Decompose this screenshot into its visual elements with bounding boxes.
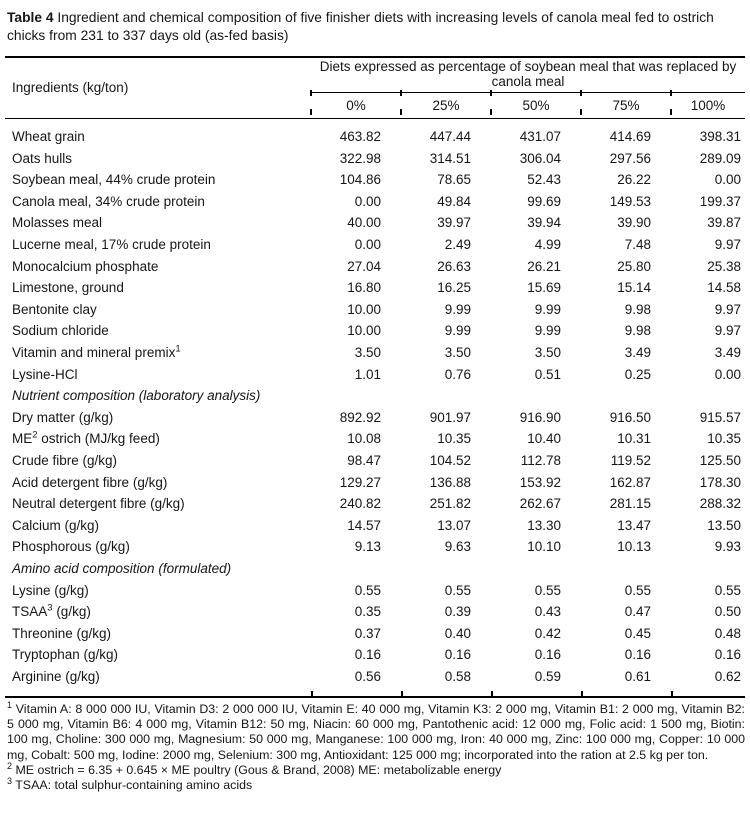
- column-header-25pct: 25%: [401, 98, 491, 113]
- value-cell: 14.58: [707, 280, 741, 296]
- value-cell: 10.31: [617, 431, 651, 447]
- value-cell: 3.49: [624, 345, 651, 361]
- value-cell: 49.84: [437, 193, 471, 209]
- value-cell: 0.45: [624, 625, 651, 641]
- value-cell: 0.47: [624, 604, 651, 620]
- table-row: [5, 126, 745, 148]
- row-label: Arginine (g/kg): [12, 668, 100, 684]
- section-header-row: [5, 558, 745, 580]
- value-cell: 306.04: [519, 150, 561, 166]
- value-cell: 916.50: [609, 409, 651, 425]
- value-cell: 0.16: [624, 647, 651, 663]
- value-cell: 112.78: [520, 452, 561, 468]
- row-label: Acid detergent fibre (g/kg): [12, 474, 168, 490]
- value-cell: 14.57: [347, 517, 381, 533]
- value-cell: 0.55: [534, 582, 561, 598]
- footnote-marker: 3: [47, 602, 53, 614]
- value-cell: 9.98: [624, 301, 651, 317]
- table-row: [5, 147, 745, 169]
- row-label: Canola meal, 34% crude protein: [12, 193, 205, 209]
- table-row: [5, 514, 745, 536]
- value-cell: 39.90: [617, 215, 651, 231]
- section-title: Amino acid composition (formulated): [12, 560, 232, 576]
- footnote-2: $^2$ ME ostrich = 6.35 + 0.645 × ME poultry (Gous & Brand, 2008) ME: metabolizable energy: [7, 760, 502, 777]
- table-border-tick: [671, 691, 673, 697]
- value-cell: 0.00: [714, 366, 741, 382]
- value-cell: 0.51: [534, 366, 561, 382]
- value-cell: 7.48: [624, 237, 651, 253]
- value-cell: 288.32: [699, 496, 741, 512]
- section-header-row: [5, 385, 745, 407]
- value-cell: 39.94: [527, 215, 561, 231]
- value-cell: 10.13: [617, 539, 651, 555]
- value-cell: 15.69: [527, 280, 561, 296]
- table-border-tick: [491, 691, 493, 697]
- value-cell: 9.99: [534, 323, 561, 339]
- value-cell: 40.00: [347, 215, 381, 231]
- value-cell: 901.97: [429, 409, 471, 425]
- value-cell: 129.27: [339, 474, 381, 490]
- value-cell: 0.55: [354, 582, 381, 598]
- table-row: [5, 212, 745, 234]
- footnote-3: $^3$ TSAA: total sulphur-containing amino acids: [7, 775, 253, 792]
- value-cell: 26.21: [527, 258, 561, 274]
- row-label: Crude fibre (g/kg): [12, 452, 118, 468]
- value-cell: 25.38: [707, 258, 741, 274]
- table-row: [5, 191, 745, 213]
- footnote-marker: 1: [7, 700, 13, 711]
- value-cell: 892.92: [339, 409, 381, 425]
- value-cell: 26.63: [437, 258, 471, 274]
- column-header-75pct: 75%: [581, 98, 671, 113]
- data-table: [5, 56, 745, 698]
- value-cell: 289.09: [699, 150, 741, 166]
- table-header: [5, 58, 745, 119]
- value-cell: 136.88: [429, 474, 471, 490]
- column-header-0pct: 0%: [311, 98, 401, 113]
- row-label: Neutral detergent fibre (g/kg): [12, 496, 185, 512]
- value-cell: 0.76: [444, 366, 471, 382]
- value-cell: 39.87: [707, 215, 741, 231]
- value-cell: 10.00: [347, 301, 381, 317]
- value-cell: 0.48: [714, 625, 741, 641]
- value-cell: 1.01: [354, 366, 381, 382]
- value-cell: 16.80: [347, 280, 381, 296]
- value-cell: 10.08: [347, 431, 381, 447]
- table-caption: [0, 0, 750, 44]
- table-row: [5, 428, 745, 450]
- value-cell: 0.16: [714, 647, 741, 663]
- value-cell: 10.35: [707, 431, 741, 447]
- value-cell: 10.10: [527, 539, 561, 555]
- row-label: Soybean meal, 44% crude protein: [12, 172, 216, 188]
- table-row: [5, 450, 745, 472]
- value-cell: 153.92: [519, 474, 561, 490]
- value-cell: 125.50: [699, 452, 741, 468]
- value-cell: 78.65: [437, 172, 471, 188]
- value-cell: 0.61: [624, 668, 651, 684]
- row-label: Lucerne meal, 17% crude protein: [12, 237, 211, 253]
- row-label: Tryptophan (g/kg): [12, 647, 119, 663]
- value-cell: 0.62: [714, 668, 741, 684]
- value-cell: 2.49: [444, 237, 471, 253]
- value-cell: 119.52: [610, 452, 651, 468]
- value-cell: 3.49: [714, 345, 741, 361]
- table-row: [5, 644, 745, 666]
- value-cell: 39.97: [437, 215, 471, 231]
- row-label: Dry matter (g/kg): [12, 409, 114, 425]
- table-caption-text: Ingredient and chemical composition of five finisher diets with increasing levels of canola meal fed to ostrich chicks from 231 to 337 days old (as-fed basis): [7, 10, 714, 43]
- value-cell: 13.07: [437, 517, 471, 533]
- table-row: [5, 299, 745, 321]
- value-cell: 251.82: [429, 496, 471, 512]
- row-label: Lysine-HCl: [12, 366, 78, 382]
- row-label: Calcium (g/kg): [12, 517, 100, 533]
- value-cell: 98.47: [347, 452, 381, 468]
- table-border-tick: [401, 691, 403, 697]
- table-border-tick: [581, 691, 583, 697]
- value-cell: 0.55: [624, 582, 651, 598]
- row-label: TSAA$^3$ (g/kg): [12, 602, 91, 620]
- table-row: [5, 255, 745, 277]
- value-cell: 262.67: [519, 496, 561, 512]
- footnote-1: $^1$ Vitamin A: 8 000 000 IU, Vitamin D3: 2 000 000 IU, Vitamin E: 40 000 mg, Vitamin K3: 2 000 mg, Vitamin B1: 2 000 mg, Vitamin B2: 5 000 mg, Vitamin B6: 4 000 mg, Vitamin B12: 50 mg, Niacin: 60 000 mg, Pantothenic acid: 12 000 mg, Folic acid: 1 500 mg, Biotin: 100 mg, Choline: 300 000 mg, Magnesium: 50 000 mg, Manganese: 100 000 mg, Iron: 40 000 mg, Zinc: 100 000 mg, Copper: 10 000 mg, Cobalt: 500 mg, Iodine: 2000 mg, Selenium: 300 mg, Antioxidant: 125 000 mg; incorporated into the ration at 2.5 kg per ton.: [7, 700, 745, 762]
- value-cell: 240.82: [339, 496, 381, 512]
- row-label: Vitamin and mineral premix$^1$: [12, 343, 181, 361]
- value-cell: 0.16: [534, 647, 561, 663]
- value-cell: 13.30: [527, 517, 561, 533]
- table-row: [5, 342, 745, 364]
- value-cell: 281.15: [609, 496, 651, 512]
- table-border-tick: [311, 691, 313, 697]
- footnote-marker: 1: [175, 343, 181, 355]
- value-cell: 3.50: [534, 345, 561, 361]
- table-row: [5, 320, 745, 342]
- value-cell: 10.35: [437, 431, 471, 447]
- value-cell: 314.51: [429, 150, 471, 166]
- value-cell: 0.00: [354, 193, 381, 209]
- value-cell: 3.50: [444, 345, 471, 361]
- value-cell: 9.97: [714, 301, 741, 317]
- value-cell: 0.43: [534, 604, 561, 620]
- value-cell: 13.47: [617, 517, 651, 533]
- value-cell: 9.93: [714, 539, 741, 555]
- value-cell: 0.00: [714, 172, 741, 188]
- value-cell: 0.42: [534, 625, 561, 641]
- table-row: [5, 407, 745, 429]
- diet-level-headers: [311, 93, 745, 118]
- row-label: Sodium chloride: [12, 323, 109, 339]
- value-cell: 16.25: [437, 280, 471, 296]
- row-label: Threonine (g/kg): [12, 625, 112, 641]
- row-label: Monocalcium phosphate: [12, 258, 159, 274]
- row-label: $ME^2$ ostrich (MJ/kg feed): [12, 429, 160, 447]
- table-row: [5, 277, 745, 299]
- value-cell: 4.99: [534, 237, 561, 253]
- row-label: Molasses meal: [12, 215, 103, 231]
- table-row: [5, 536, 745, 558]
- value-cell: 0.25: [624, 366, 651, 382]
- value-cell: 9.97: [714, 323, 741, 339]
- table-row: [5, 363, 745, 385]
- column-header-ingredients: Ingredients (kg/ton): [12, 80, 129, 96]
- table-body: [5, 119, 745, 696]
- table-row: [5, 471, 745, 493]
- value-cell: 0.35: [354, 604, 381, 620]
- table-row: [5, 234, 745, 256]
- value-cell: 431.07: [519, 129, 561, 145]
- value-cell: 0.50: [714, 604, 741, 620]
- row-label: Bentonite clay: [12, 301, 97, 317]
- value-cell: 0.00: [354, 237, 381, 253]
- value-cell: 9.13: [354, 539, 381, 555]
- value-cell: 10.40: [527, 431, 561, 447]
- table-row: [5, 169, 745, 191]
- value-cell: 398.31: [699, 129, 741, 145]
- table-row: [5, 493, 745, 515]
- value-cell: 149.53: [609, 193, 651, 209]
- value-cell: 916.90: [519, 409, 561, 425]
- value-cell: 104.86: [339, 172, 381, 188]
- value-cell: 10.00: [347, 323, 381, 339]
- table-number: Table 4: [7, 10, 54, 25]
- column-header-50pct: 50%: [491, 98, 581, 113]
- value-cell: 0.55: [714, 582, 741, 598]
- value-cell: 25.80: [617, 258, 651, 274]
- value-cell: 322.98: [339, 150, 381, 166]
- value-cell: 9.97: [714, 237, 741, 253]
- value-cell: 0.37: [354, 625, 381, 641]
- value-cell: 9.63: [444, 539, 471, 555]
- value-cell: 0.56: [354, 668, 381, 684]
- value-cell: 9.99: [534, 301, 561, 317]
- row-label: Phosphorous (g/kg): [12, 539, 130, 555]
- value-cell: 915.57: [699, 409, 741, 425]
- value-cell: 0.16: [444, 647, 471, 663]
- footnote-marker: 2: [7, 760, 13, 771]
- value-cell: 26.22: [617, 172, 651, 188]
- column-group: [311, 58, 745, 118]
- section-title: Nutrient composition (laboratory analysis): [12, 388, 261, 404]
- row-label: Limestone, ground: [12, 280, 124, 296]
- value-cell: 162.87: [609, 474, 651, 490]
- value-cell: 104.52: [429, 452, 471, 468]
- table-row: [5, 666, 745, 688]
- table-row: [5, 622, 745, 644]
- value-cell: 0.58: [444, 668, 471, 684]
- value-cell: 447.44: [429, 129, 471, 145]
- value-cell: 3.50: [354, 345, 381, 361]
- row-label: Oats hulls: [12, 150, 73, 166]
- value-cell: 0.40: [444, 625, 471, 641]
- value-cell: 52.43: [527, 172, 561, 188]
- footnotes: [7, 702, 745, 793]
- table-row: [5, 579, 745, 601]
- value-cell: 15.14: [617, 280, 651, 296]
- value-cell: 9.99: [444, 323, 471, 339]
- value-cell: 13.50: [707, 517, 741, 533]
- value-cell: 199.37: [699, 193, 741, 209]
- value-cell: 178.30: [699, 474, 741, 490]
- value-cell: 0.55: [444, 582, 471, 598]
- column-group-header: Diets expressed as percentage of soybean meal that was replaced by canola meal: [311, 58, 745, 93]
- value-cell: 99.69: [527, 193, 561, 209]
- value-cell: 463.82: [339, 129, 381, 145]
- value-cell: 9.99: [444, 301, 471, 317]
- value-cell: 0.59: [534, 668, 561, 684]
- row-label: Wheat grain: [12, 129, 85, 145]
- value-cell: 27.04: [347, 258, 381, 274]
- value-cell: 0.16: [354, 647, 381, 663]
- value-cell: 297.56: [609, 150, 651, 166]
- row-label: Lysine (g/kg): [12, 582, 89, 598]
- footnote-marker: 3: [7, 775, 13, 786]
- value-cell: 9.98: [624, 323, 651, 339]
- column-header-100pct: 100%: [671, 98, 745, 113]
- value-cell: 414.69: [609, 129, 651, 145]
- value-cell: 0.39: [444, 604, 471, 620]
- table-row: [5, 601, 745, 623]
- footnote-marker: 2: [32, 429, 38, 441]
